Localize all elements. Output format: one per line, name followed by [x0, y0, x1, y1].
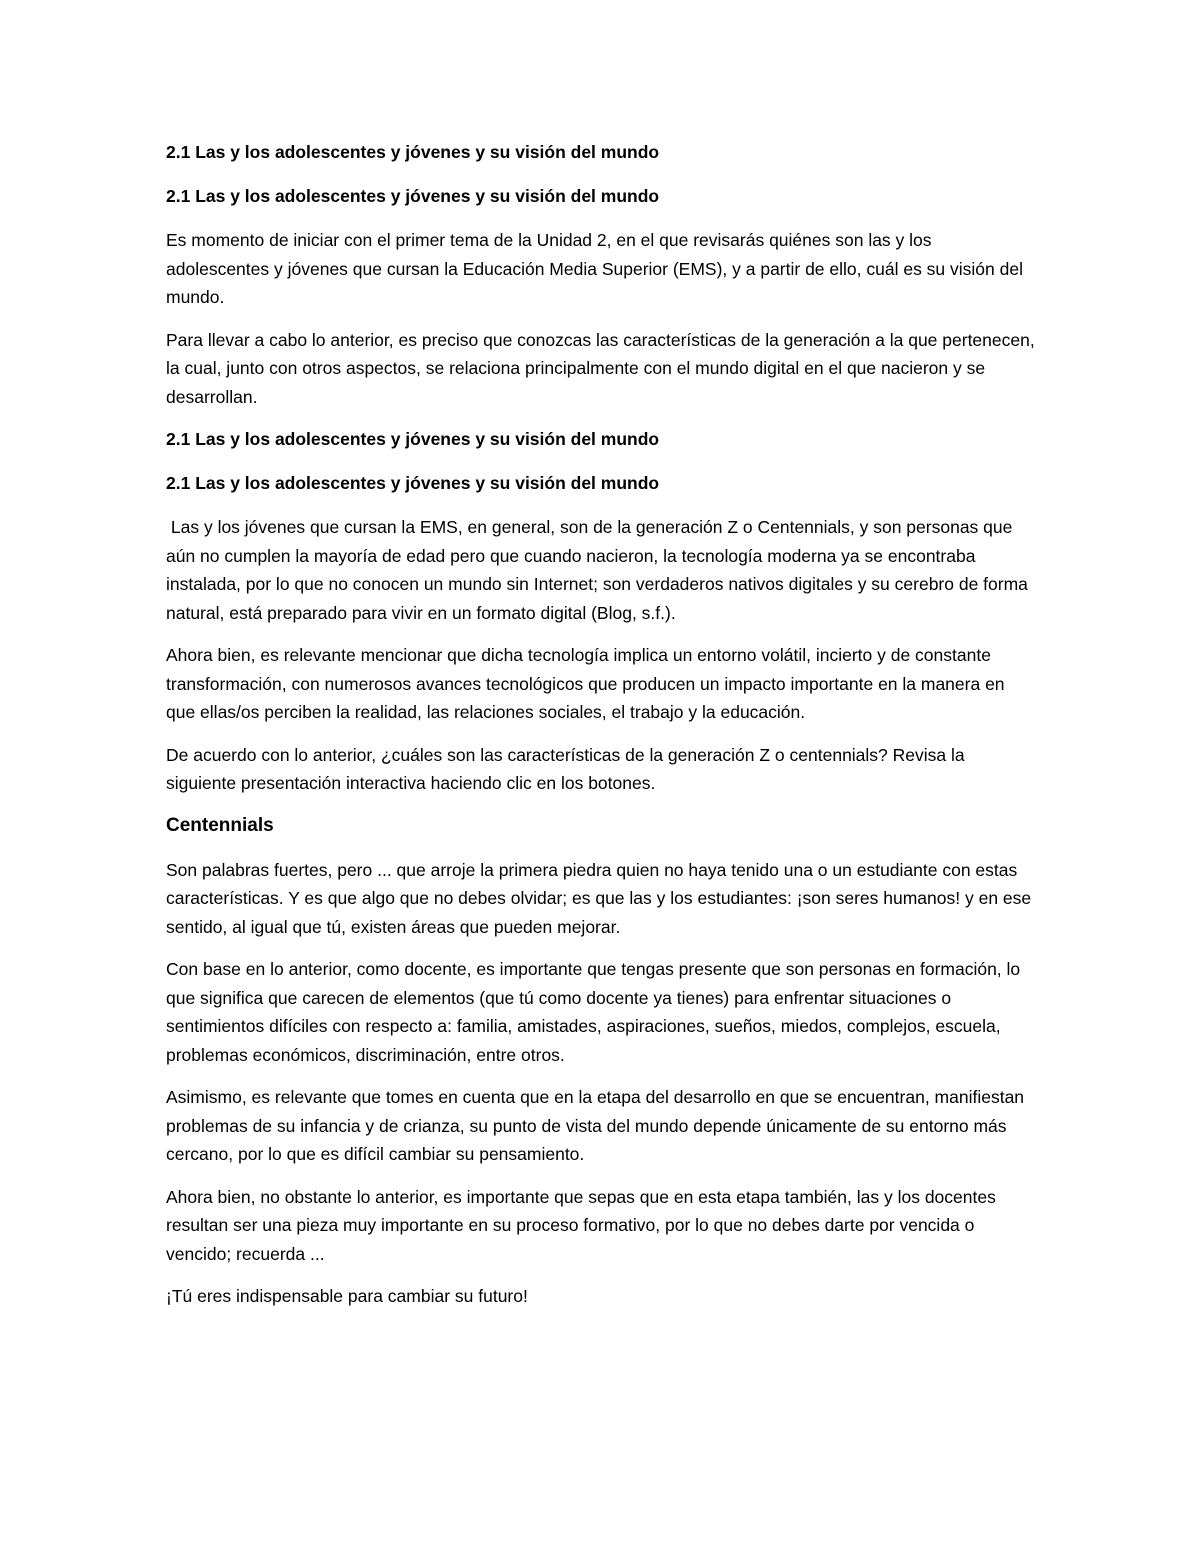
document-page [166, 138, 1036, 1325]
section-heading: 2.1 Las y los adolescentes y jóvenes y su visión del mundo [166, 142, 660, 162]
section-heading: 2.1 Las y los adolescentes y jóvenes y su visión del mundo [166, 186, 660, 206]
paragraph: Ahora bien, no obstante lo anterior, es importante que sepas que en esta etapa también, las y los docentes resultan ser una pieza muy importante en su proceso formativo, por lo que no debes darte por vencida o vencido; recuerda ... [166, 1186, 996, 1264]
paragraph: Con base en lo anterior, como docente, es importante que tengas presente que son personas en formación, lo que significa que carecen de elementos (que tú como docente ya tienes) para enfrentar situaciones o sentimientos difíciles con respecto a: familia, amistades, aspiraciones, sueños, miedos, complejos, escuela, problemas económicos, discriminación, entre otros. [166, 959, 1021, 1065]
paragraph: Las y los jóvenes que cursan la EMS, en general, son de la generación Z o Centennials, y son personas que aún no cumplen la mayoría de edad pero que cuando nacieron, la tecnología moderna ya se encontraba instalada, por lo que no conocen un mundo sin Internet; son verdaderos nativos digitales y su cerebro de forma natural, está preparado para vivir en un formato digital (Blog, s.f.). [166, 517, 1033, 623]
closing-line: ¡Tú eres indispensable para cambiar su futuro! [166, 1286, 528, 1306]
paragraph: Son palabras fuertes, pero ... que arroje la primera piedra quien no haya tenido una o un estudiante con estas características. Y es que algo que no debes olvidar; es que las y los estudiantes: ¡son seres humanos! y en ese sentido, al igual que tú, existen áreas que pueden mejorar. [166, 859, 1032, 937]
section-heading: 2.1 Las y los adolescentes y jóvenes y su visión del mundo [166, 473, 660, 493]
paragraph: De acuerdo con lo anterior, ¿cuáles son las características de la generación Z o centennials? Revisa la siguiente presentación interactiva haciendo clic en los botones. [166, 744, 965, 793]
paragraph: Asimismo, es relevante que tomes en cuenta que en la etapa del desarrollo en que se encuentran, manifiestan problemas de su infancia y de crianza, su punto de vista del mundo depende únicamente de su entorno más cercano, por lo que es difícil cambiar su pensamiento. [166, 1087, 1025, 1164]
paragraph: Para llevar a cabo lo anterior, es preciso que conozcas las características de la generación a la que pertenecen, la cual, junto con otros aspectos, se relaciona principalmente con el mundo digital en el que nacieron y se desarrollan. [166, 329, 1035, 407]
section-title: Centennials [166, 814, 274, 836]
section-heading: 2.1 Las y los adolescentes y jóvenes y su visión del mundo [166, 429, 660, 449]
paragraph: Ahora bien, es relevante mencionar que dicha tecnología implica un entorno volátil, incierto y de constante transformación, con numerosos avances tecnológicos que producen un impacto importante en la manera en que ellas/os perciben la realidad, las relaciones sociales, el trabajo y la educación. [166, 645, 1005, 722]
paragraph: Es momento de iniciar con el primer tema de la Unidad 2, en el que revisarás quiénes son las y los adolescentes y jóvenes que cursan la Educación Media Superior (EMS), y a partir de ello, cuál es su visión del mundo. [166, 230, 1023, 307]
